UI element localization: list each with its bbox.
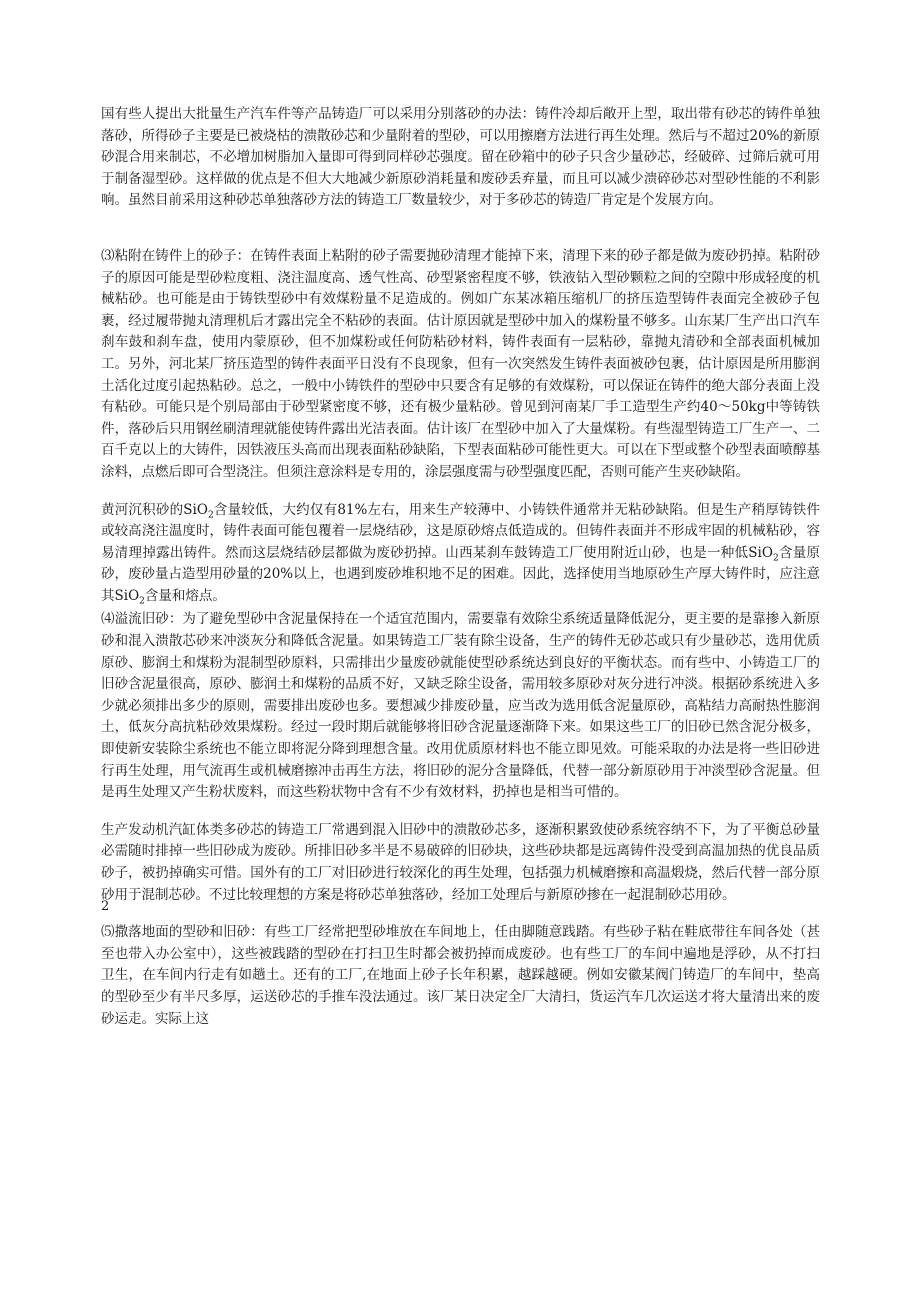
page-number: 2 xyxy=(101,899,110,914)
document-body xyxy=(101,104,820,1030)
paragraph-yellow-river-sand: 黄河沉积砂的SiO$_2$含量较低，大约仅有81%左右，用来生产较薄中、小铸铁件通常并无粘砂缺陷。但是生产稍厚铸铁件或较高浇注温度时，铸件表面可能包覆着一层烧结砂，这是原砂熔点低造成的。但铸件表面并不形成牢固的机械粘砂，容易清理掉露出铸件。然而这层烧结砂层都做为废砂扔掉。山西某刹车鼓铸造工厂使用附近山砂，也是一种低SiO$_2$含量原砂，废砂量占造型用砂量的20%以上，也遇到废砂堆积地不足的困难。因此，选择使用当地原砂生产厚大铸件时，应注意其SiO$_2$含量和熔点。 xyxy=(101,501,821,607)
paragraph-spilled-floor-sand: ⑸撒落地面的型砂和旧砂：有些工厂经常把型砂堆放在车间地上，任由脚随意践踏。有些砂子粘在鞋底带往车间各处（甚至也带入办公室中），这些被践踏的型砂在打扫卫生时都会被扔掉而成废砂。也有些工厂的车间中遍地是浮砂，从不打扫卫生，在车间内行走有如趟土。还有的工厂,在地面上砂子长年积累，越踩越硬。例如安徽某阀门铸造厂的车间中，垫高的型砂至少有半尺多厚，运送砂芯的手推车没法通过。该厂某日决定全厂大清扫，货运汽车几次运送才将大量清出来的废砂运走。实际上这 xyxy=(101,924,820,1027)
paragraph-overflow-sand: ⑷溢流旧砂：为了避免型砂中含泥量保持在一个适宜范围内，需要靠有效除尘系统适量降低泥分，更主要的是靠掺入新原砂和混入溃散芯砂来冲淡灰分和降低含泥量。如果铸造工厂装有除尘设备，生产的铸件无砂芯或只有少量砂芯，选用优质原砂、膨润土和煤粉为混制型砂原料，只需排出少量废砂就能使型砂系统达到良好的平衡状态。而有些中、小铸造工厂的旧砂含泥量很高，原砂、膨润土和煤粉的品质不好，又缺乏除尘设备，需用较多原砂对灰分进行冲淡。根据砂系统进入多少就必须排出多少的原则，需要排出废砂也多。要想减少排废砂量，应当改为选用低含泥量原砂，高粘结力高耐热性膨润土，低灰分高抗粘砂效果煤粉。经过一段时期后就能够将旧砂含泥量逐渐降下来。如果这些工厂的旧砂已然含泥分极多，即使新安装除尘系统也不能立即将泥分降到理想含量。改用优质原材料也不能立即见效。可能采取的办法是将一些旧砂进行再生处理，用气流再生或机械磨擦冲击再生方法，将旧砂的泥分含量降低，代替一部分新原砂用于冲淡型砂含泥量。但是再生处理又产生粉状废料，而这些粉状物中含有不少有效材料，扔掉也是相当可惜的。 xyxy=(101,611,820,801)
paragraph-adhered-sand: ⑶粘附在铸件上的砂子：在铸件表面上粘附的砂子需要抛砂清理才能掉下来，清理下来的砂子都是做为废砂扔掉。粘附砂子的原因可能是型砂粒度粗、浇注温度高、透气性高、砂型紧密程度不够，铁液钻入型砂颗粒之间的空隙中形成轻度的机械粘砂。也可能是由于铸铁型砂中有效煤粉量不足造成的。例如广东某冰箱压缩机厂的挤压造型铸件表面完全被砂子包裹，经过履带抛丸清理机后才露出完全不粘砂的表面。估计原因就是型砂中加入的煤粉量不够多。山东某厂生产出口汽车刹车鼓和刹车盘，使用内蒙原砂，但不加煤粉或任何防粘砂材料，铸件表面有一层粘砂，靠抛丸清砂和全部表面机械加工。另外，河北某厂挤压造型的铸件表面平日没有不良现象，但有一次突然发生铸件表面被砂包裹，估计原因是所用膨润土活化过度引起热粘砂。总之，一般中小铸铁件的型砂中只要含有足够的有效煤粉，可以保证在铸件的绝大部分表面上没有粘砂。可能只是个别局部由于砂型紧密度不够，还有极少量粘砂。曾见到河南某厂手工造型生产约40～50kg中等铸铁件，落砂后只用钢丝刷清理就能使铸件露出光洁表面。估计该厂在型砂中加入了大量煤粉。有些湿型铸造工厂生产一、二百千克以上的大铸件，因铁液压头高而出现表面粘砂缺陷，下型表面粘砂可能性更大。可以在下型或整个砂型表面喷醇基涂料，点燃后即可合型浇注。但须注意涂料是专用的，涂层强度需与砂型强度匹配，否则可能产生夹砂缺陷。 xyxy=(101,247,820,480)
paragraph-separate-shakeout: 国有些人提出大批量生产汽车件等产品铸造厂可以采用分别落砂的办法：铸件冷却后敞开上型，取出带有砂芯的铸件单独落砂，所得砂子主要是已被烧枯的溃散砂芯和少量附着的型砂，可以用擦磨方法进行再生处理。然后与不超过20%的新原砂混合用来制芯，不必增加树脂加入量即可得到同样砂芯强度。留在砂箱中的砂子只含少量砂芯，经破碎、过筛后就可用于制备湿型砂。这样做的优点是不但大大地减少新原砂消耗量和废砂丢弃量，而且可以减少溃碎砂芯对型砂性能的不利影响。虽然目前采用这种砂芯单独落砂方法的铸造工厂数量较少，对于多砂芯的铸造厂肯定是个发展方向。 xyxy=(101,106,820,209)
paragraph-engine-cylinder-cores: 生产发动机汽缸体类多砂芯的铸造工厂常遇到混入旧砂中的溃散砂芯多，逐渐积累致使砂系统容纳不下，为了平衡总砂量必需随时排掉一些旧砂成为废砂。所排旧砂多半是不易破碎的旧砂块，这些砂块都是远离铸件没受到高温加热的优良品质砂子，被扔掉确实可惜。国外有的工厂对旧砂进行较深化的再生处理，包括强力机械磨擦和高温煅烧，然后代替一部分原砂用于混制芯砂。不过比较理想的方案是将砂芯单独落砂，经加工处理后与新原砂掺在一起混制砂芯用砂。 xyxy=(101,821,820,903)
